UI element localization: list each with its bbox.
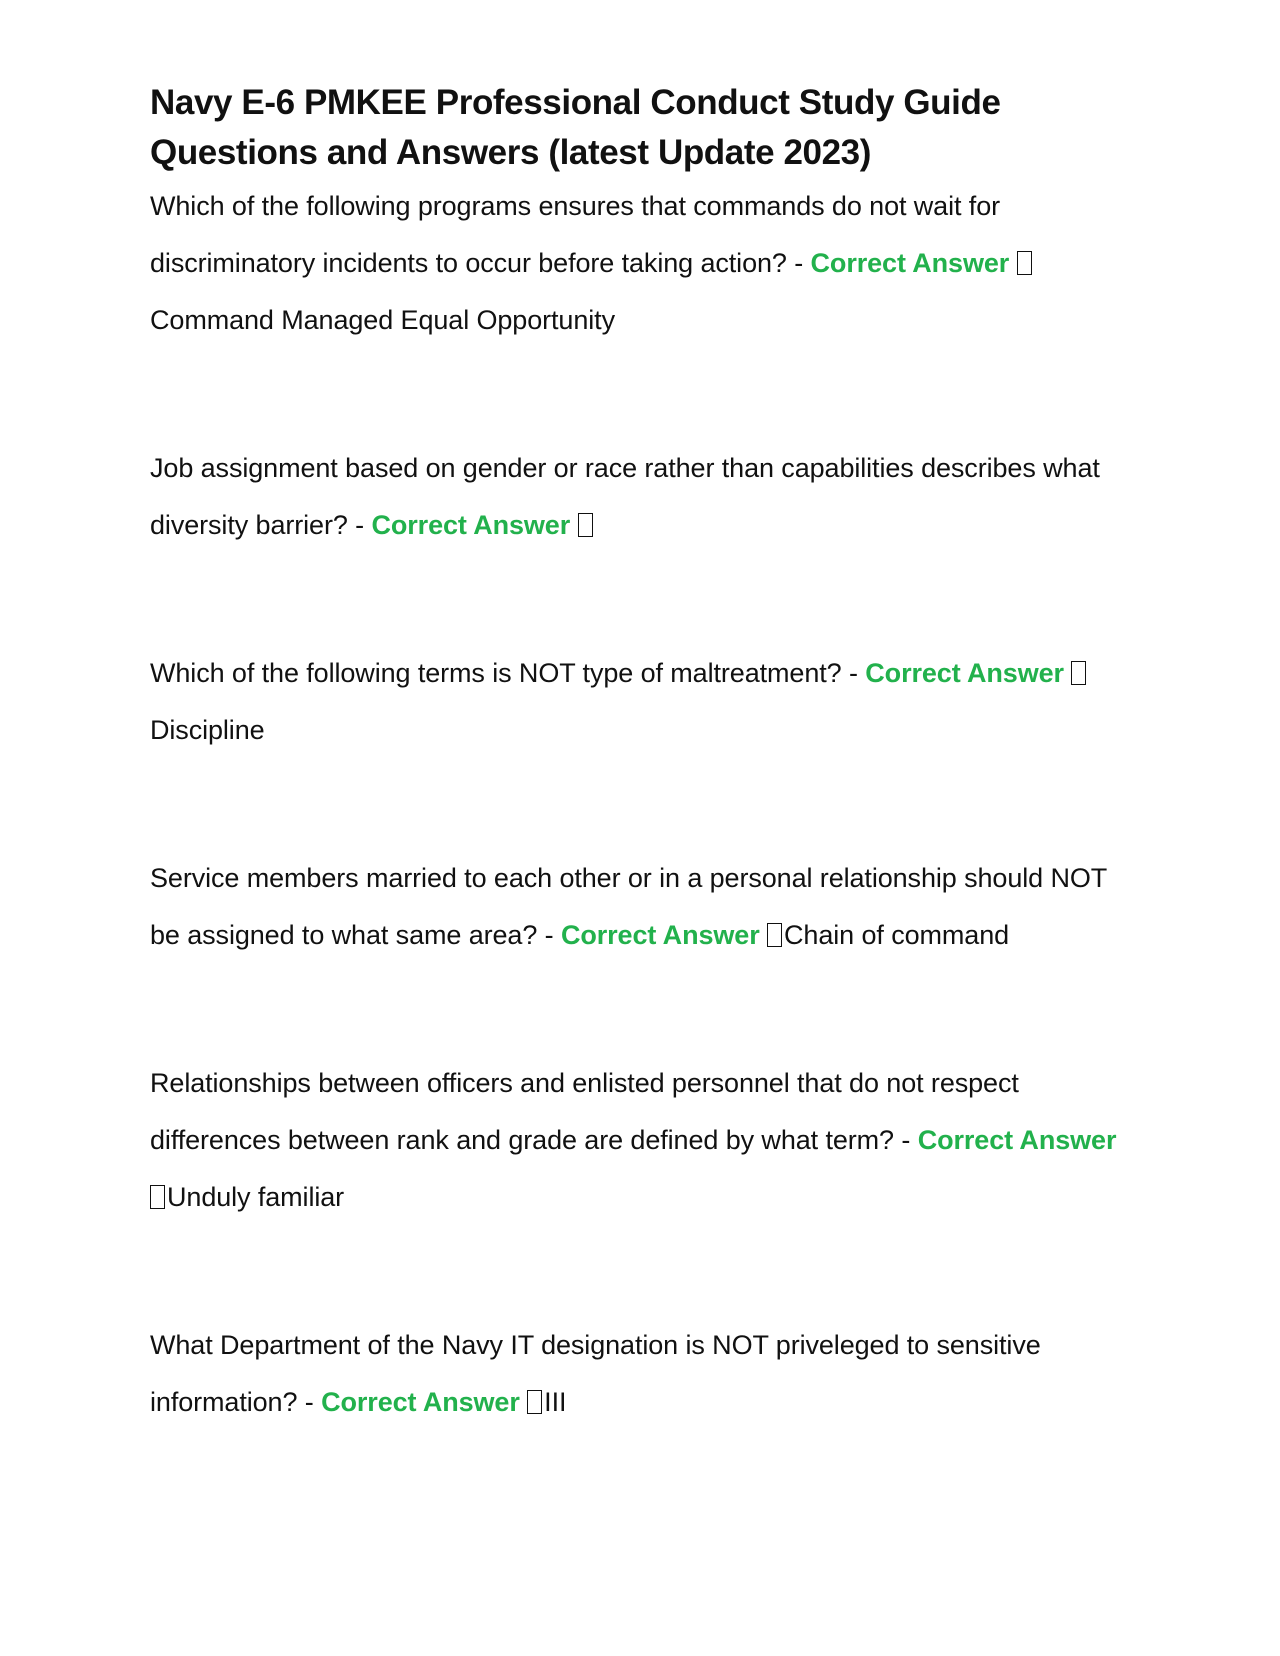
missing-glyph-icon (527, 1390, 542, 1414)
correct-answer-label: Correct Answer (560, 920, 760, 950)
missing-glyph-icon (578, 513, 593, 537)
qa-item (150, 850, 1140, 964)
missing-glyph-icon (767, 923, 782, 947)
separator: - (537, 920, 561, 950)
missing-glyph-icon (1017, 251, 1032, 275)
question-text: What Department of the Navy IT designation is NOT priveleged to sensitive information? (150, 1330, 1041, 1417)
question-text: Job assignment based on gender or race rather than capabilities describes what diversity barrier? (150, 453, 1100, 540)
question-text: Relationships between officers and enlisted personnel that do not respect differences between rank and grade are defined by what term? (150, 1068, 1019, 1155)
correct-answer-label: Correct Answer (810, 248, 1010, 278)
answer-text: Chain of command (784, 920, 1010, 950)
correct-answer-label: Correct Answer (917, 1125, 1117, 1155)
question-text: Service members married to each other or in a personal relationship should NOT be assigned to what same area? (150, 863, 1107, 950)
correct-answer-label: Correct Answer (371, 510, 571, 540)
answer-text: Command Managed Equal Opportunity (150, 305, 615, 335)
qa-item (150, 440, 1140, 554)
correct-answer-label: Correct Answer (321, 1387, 520, 1417)
qa-item (150, 645, 1140, 759)
answer-text: Discipline (150, 715, 265, 745)
separator: - (841, 658, 866, 688)
missing-glyph-icon (150, 1185, 165, 1209)
question-text: Which of the following terms is NOT type of maltreatment? (150, 658, 842, 688)
document-body (150, 78, 1140, 1522)
separator: - (786, 248, 811, 278)
qa-item (150, 178, 1140, 349)
correct-answer-label: Correct Answer (865, 658, 1064, 688)
document-title: Navy E-6 PMKEE Professional Conduct Study Guide Questions and Answers (latest Update 2023) (150, 83, 1001, 172)
separator: - (347, 510, 372, 540)
separator: - (297, 1387, 322, 1417)
answer-text: Unduly familiar (167, 1182, 345, 1212)
missing-glyph-icon (1071, 661, 1086, 685)
separator: - (893, 1125, 918, 1155)
qa-item (150, 1317, 1140, 1431)
question-text: Which of the following programs ensures that commands do not wait for discriminatory incidents to occur before taking action? (150, 191, 1001, 278)
qa-item (150, 1055, 1140, 1226)
answer-text: III (544, 1387, 567, 1417)
